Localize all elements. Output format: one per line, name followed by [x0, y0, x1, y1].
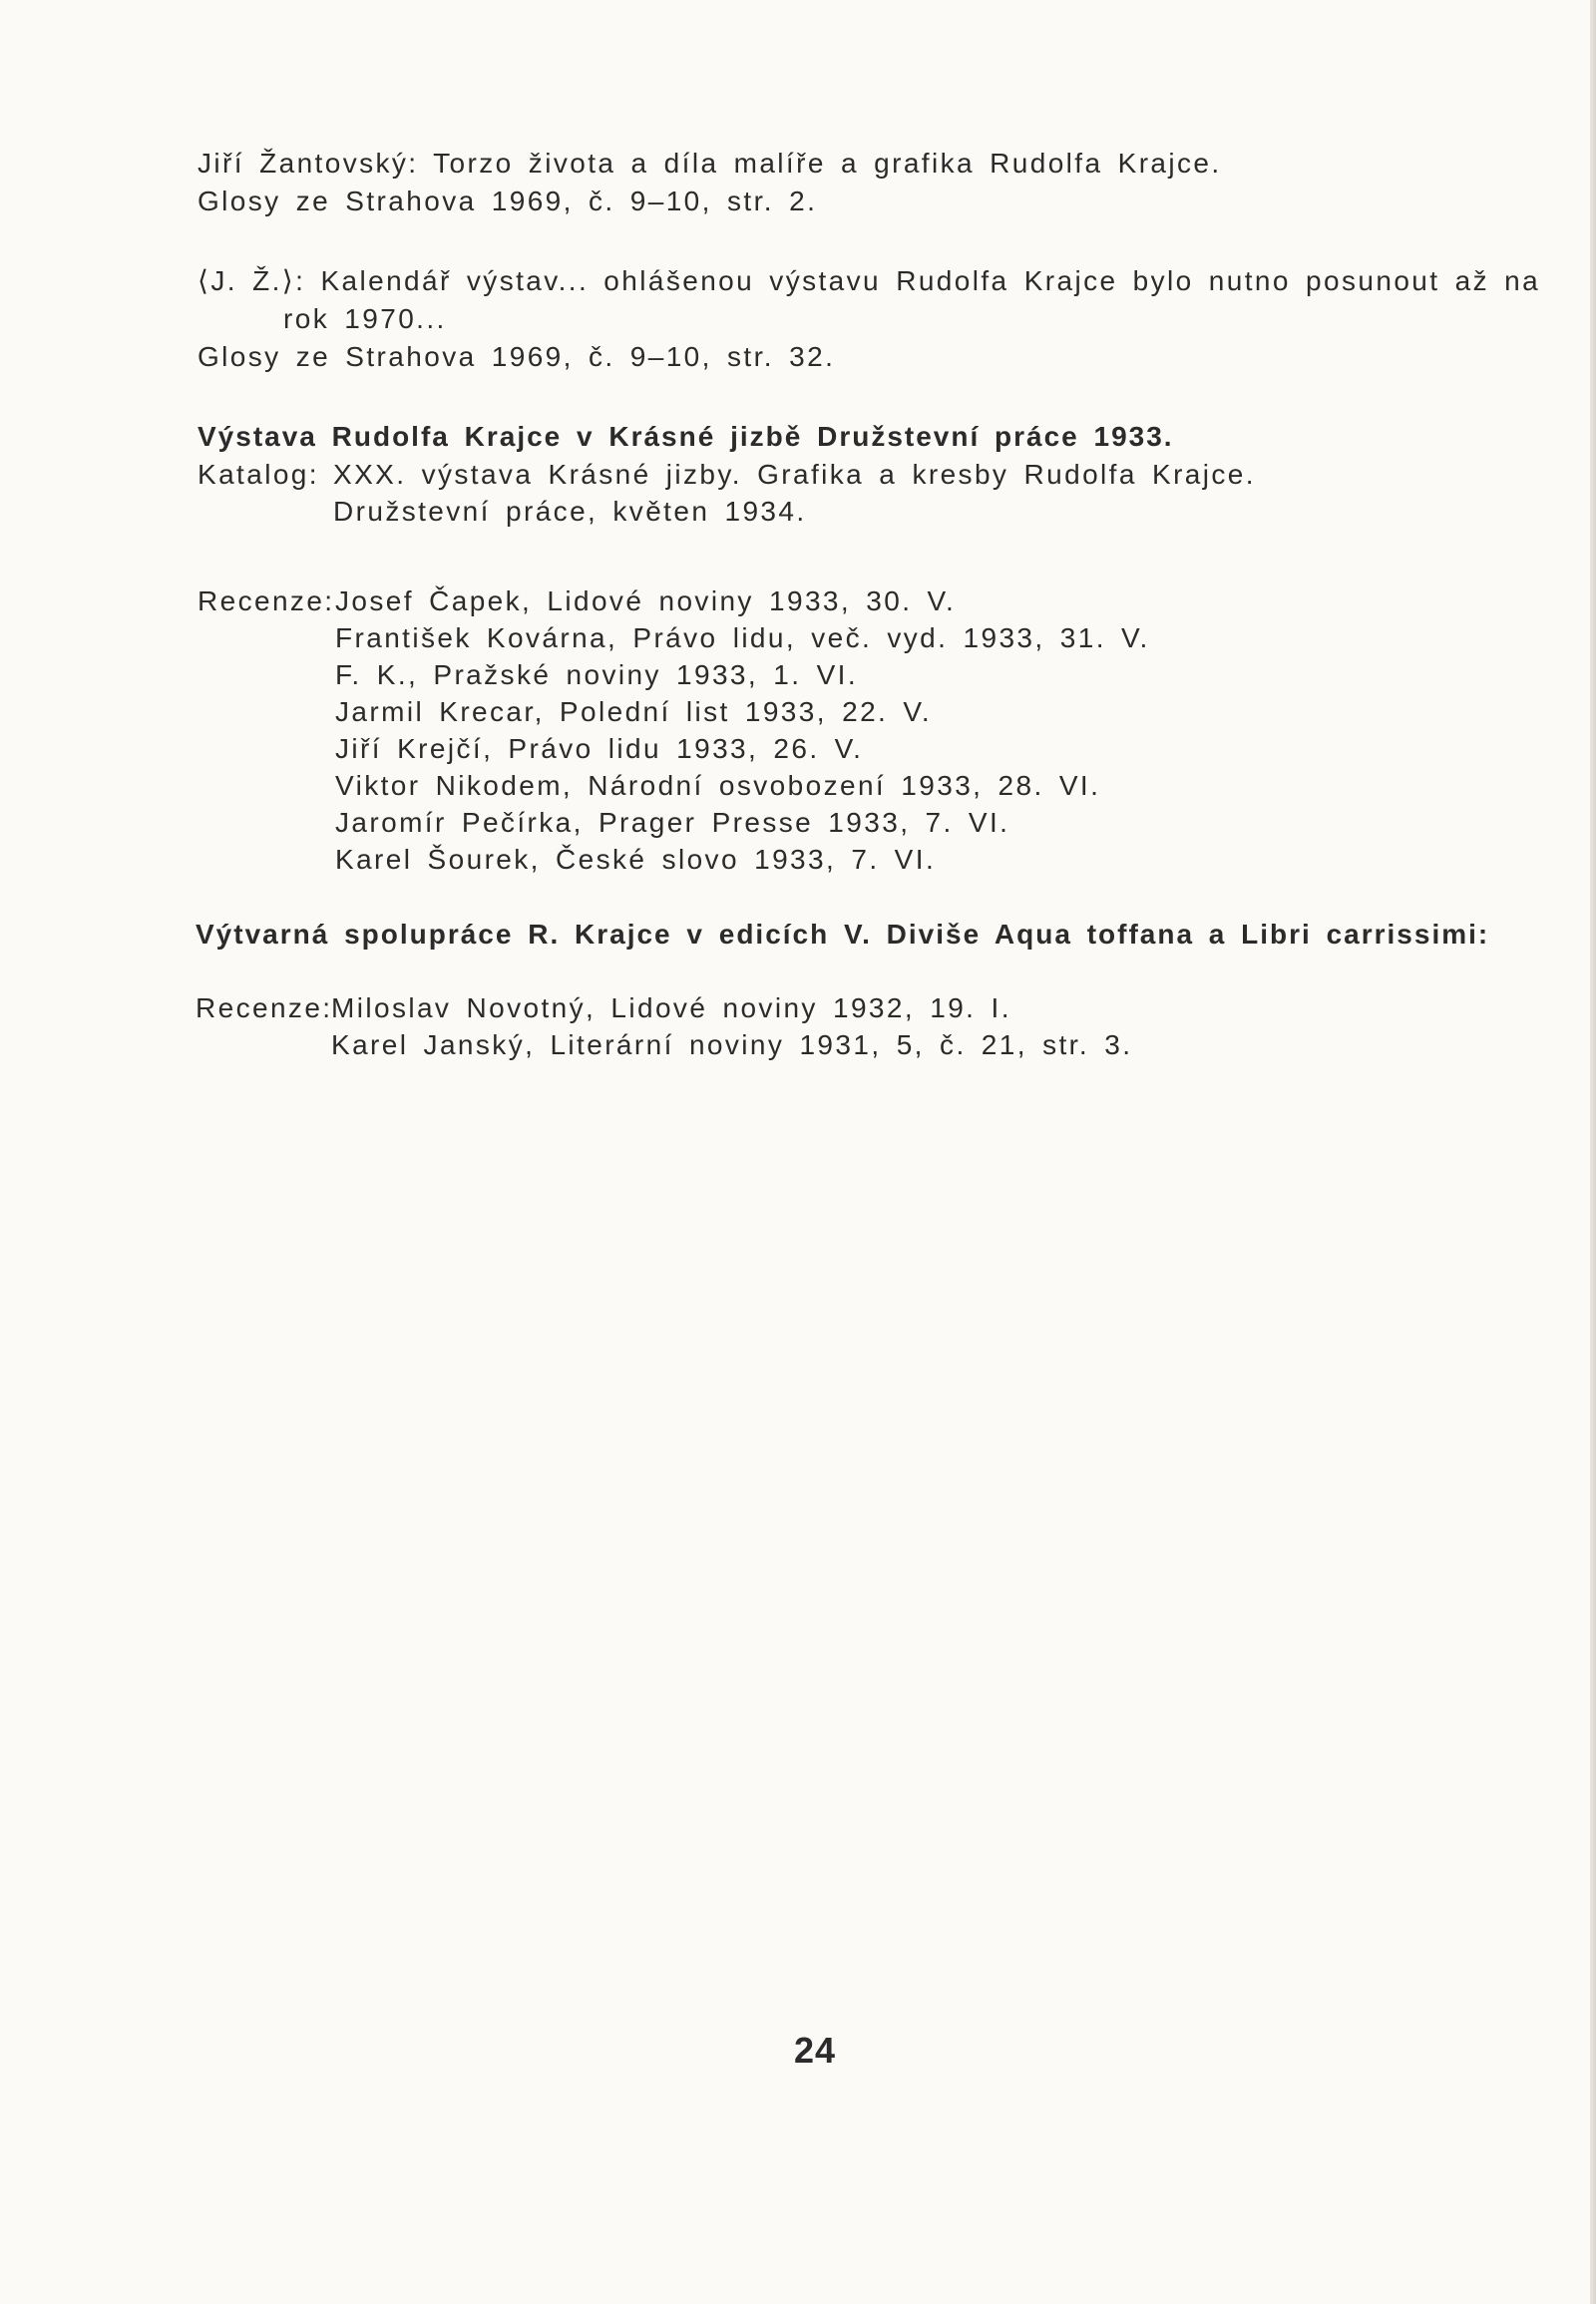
review-item: Jiří Krejčí, Právo lidu 1933, 26. V.: [335, 733, 864, 764]
review-item: Jarmil Krecar, Polední list 1933, 22. V.: [335, 696, 933, 727]
review-item: F. K., Pražské noviny 1933, 1. VI.: [335, 659, 859, 690]
review-item: Miloslav Novotný, Lidové noviny 1932, 19. I.: [331, 992, 1011, 1023]
entry2-line2: rok 1970...: [283, 303, 447, 334]
catalog-label: Katalog:: [198, 459, 319, 490]
review-item: Karel Janský, Literární noviny 1931, 5, č. 21, str. 3.: [331, 1029, 1133, 1060]
entry2-line3: Glosy ze Strahova 1969, č. 9–10, str. 32.: [198, 341, 836, 372]
review-item: František Kovárna, Právo lidu, več. vyd. 1933, 31. V.: [335, 622, 1150, 653]
entry1-line2: Glosy ze Strahova 1969, č. 9–10, str. 2.: [198, 186, 818, 216]
review-item: Jaromír Pečírka, Prager Presse 1933, 7. VI.: [335, 807, 1010, 838]
review-item: Karel Šourek, České slovo 1933, 7. VI.: [335, 844, 937, 875]
exhibition-heading: Výstava Rudolfa Krajce v Krásné jizbě Družstevní práce 1933.: [198, 421, 1174, 452]
catalog-line2: Družstevní práce, květen 1934.: [333, 496, 807, 527]
catalog-line1: XXX. výstava Krásné jizby. Grafika a kresby Rudolfa Krajce.: [333, 459, 1256, 490]
collaboration-reviews-label: Recenze:: [196, 992, 333, 1023]
review-item: Josef Čapek, Lidové noviny 1933, 30. V.: [335, 585, 957, 616]
exhibition-reviews-label: Recenze:: [198, 585, 335, 616]
review-item: Viktor Nikodem, Národní osvobození 1933, 28. VI.: [335, 770, 1101, 801]
page-number: 24: [793, 2030, 837, 2071]
entry1-line1: Jiří Žantovský: Torzo života a díla malíře a grafika Rudolfa Krajce.: [198, 148, 1222, 179]
entry2-line1: ⟨J. Ž.⟩: Kalendář výstav... ohlášenou výstavu Rudolfa Krajce bylo nutno posunout až na: [198, 265, 1541, 296]
collaboration-heading: Výtvarná spolupráce R. Krajce v edicích V. Diviše Aqua toffana a Libri carrissimi:: [196, 919, 1490, 950]
page-edge-shadow: [1590, 0, 1596, 2304]
